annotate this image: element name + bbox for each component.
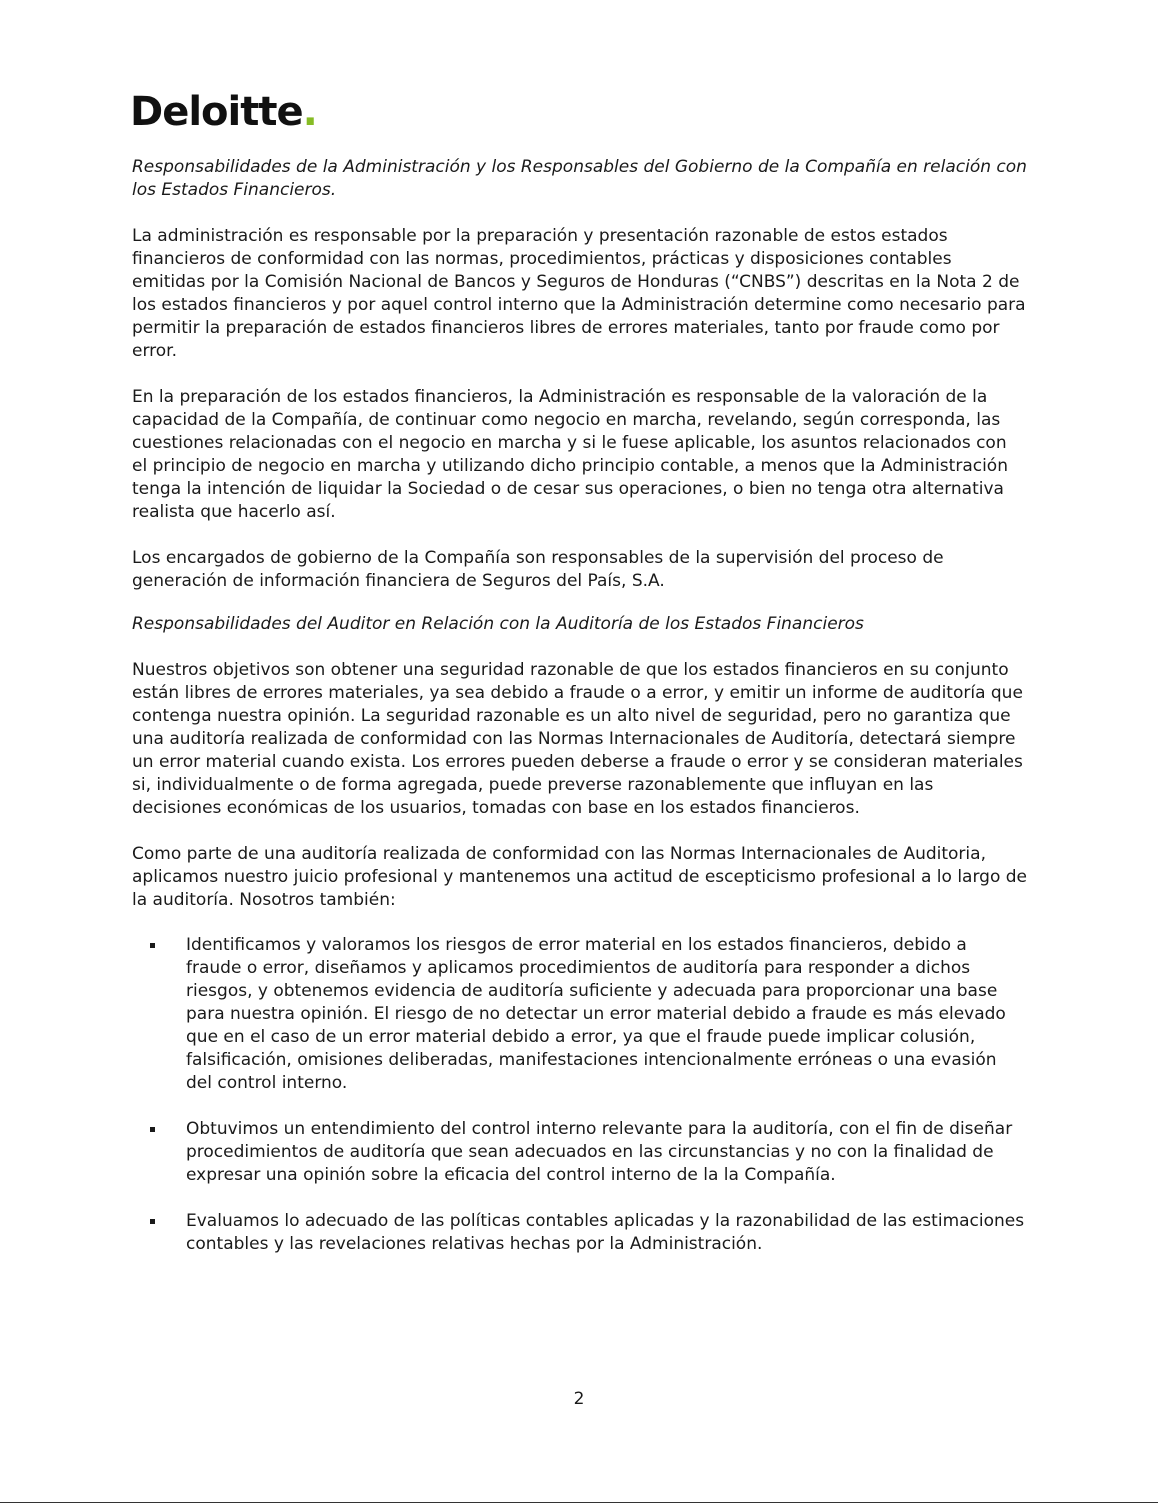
list-item [132,1210,1027,1256]
paragraph-management-responsibility: La administración es responsable por la preparación y presentación razonable de estos estados financieros de conformidad con las normas, procedimientos, prácticas y disposiciones contables emitidas por la Comisión Nacional de Bancos y Seguros de Honduras (“CNBS”) descritas en la Nota 2 de los estados financieros y por aquel control interno que la Administración determine como necesario para permitir la preparación de estados financieros libres de errores materiales, tanto por fraude como por error. [132,226,1026,361]
logo-text: Deloitte [130,89,303,135]
square-bullet-icon [150,943,155,948]
list-item-text: Identificamos y valoramos los riesgos de error material en los estados financieros, debido a fraude o error, diseñamos y aplicamos procedimientos de auditoría para responder a dichos riesgos, y obtenemos evidencia de auditoría suficiente y adecuada para proporcionar una base para nuestra opinión. El riesgo de no detectar un error material debido a fraude es más elevado que en el caso de un error material debido a error, ya que el fraude puede implicar colusión, falsificación, omisiones deliberadas, manifestaciones intencionalmente erróneas o una evasión del control interno. [186,935,1006,1093]
paragraph-professional-judgment: Como parte de una auditoría realizada de conformidad con las Normas Internacionales de Auditoria, aplicamos nuestro juicio profesional y mantenemos una actitud de escepticismo profesional a lo largo de la auditoría. Nosotros también: [132,844,1028,910]
heading-management-responsibilities: Responsabilidades de la Administración y los Responsables del Gobierno de la Compañía en relación con los Estados Financieros. [132,157,1027,200]
heading-auditor-responsibilities: Responsabilidades del Auditor en Relación con la Auditoría de los Estados Financieros [132,614,864,634]
paragraph-going-concern: En la preparación de los estados financieros, la Administración es responsable de la valoración de la capacidad de la Compañía, de continuar como negocio en marcha, revelando, según corresponda, las cuestiones relacionadas con el negocio en marcha y si le fuese aplicable, los asuntos relacionados con el principio de negocio en marcha y utilizando dicho principio contable, a menos que la Administración tenga la intención de liquidar la Sociedad o de cesar sus operaciones, o bien no tenga otra alternativa realista que hacerlo así. [132,387,1008,522]
footer-divider [0,1502,1158,1503]
deloitte-logo [130,89,317,135]
paragraph-governance: Los encargados de gobierno de la Compañía son responsables de la supervisión del proceso de generación de información financiera de Seguros del País, S.A. [132,548,944,591]
square-bullet-icon [150,1219,155,1224]
page-number: 2 [573,1389,585,1409]
paragraph-audit-objectives: Nuestros objetivos son obtener una seguridad razonable de que los estados financieros en su conjunto están libres de errores materiales, ya sea debido a fraude o a error, y emitir un informe de auditoría que contenga nuestra opinión. La seguridad razonable es un alto nivel de seguridad, pero no garantiza que una auditoría realizada de conformidad con las Normas Internacionales de Auditoría, detectará siempre un error material cuando exista. Los errores pueden deberse a fraude o error y se consideran materiales si, individualmente o de forma agregada, puede preverse razonablemente que influyan en las decisiones económicas de los usuarios, tomadas con base en los estados financieros. [132,660,1023,818]
list-item [132,1118,1027,1187]
square-bullet-icon [150,1127,155,1132]
list-item-text: Obtuvimos un entendimiento del control interno relevante para la auditoría, con el fin de diseñar procedimientos de auditoría que sean adecuados en las circunstancias y no con la finalidad de expresar una opinión sobre la eficacia del control interno de la la Compañía. [186,1119,1013,1185]
list-item [132,934,1027,1095]
audit-procedures-list [132,934,1027,1256]
list-item-text: Evaluamos lo adecuado de las políticas contables aplicadas y la razonabilidad de las estimaciones contables y las revelaciones relativas hechas por la Administración. [186,1211,1025,1254]
logo-dot: . [302,89,317,135]
document-body [132,156,1027,1279]
